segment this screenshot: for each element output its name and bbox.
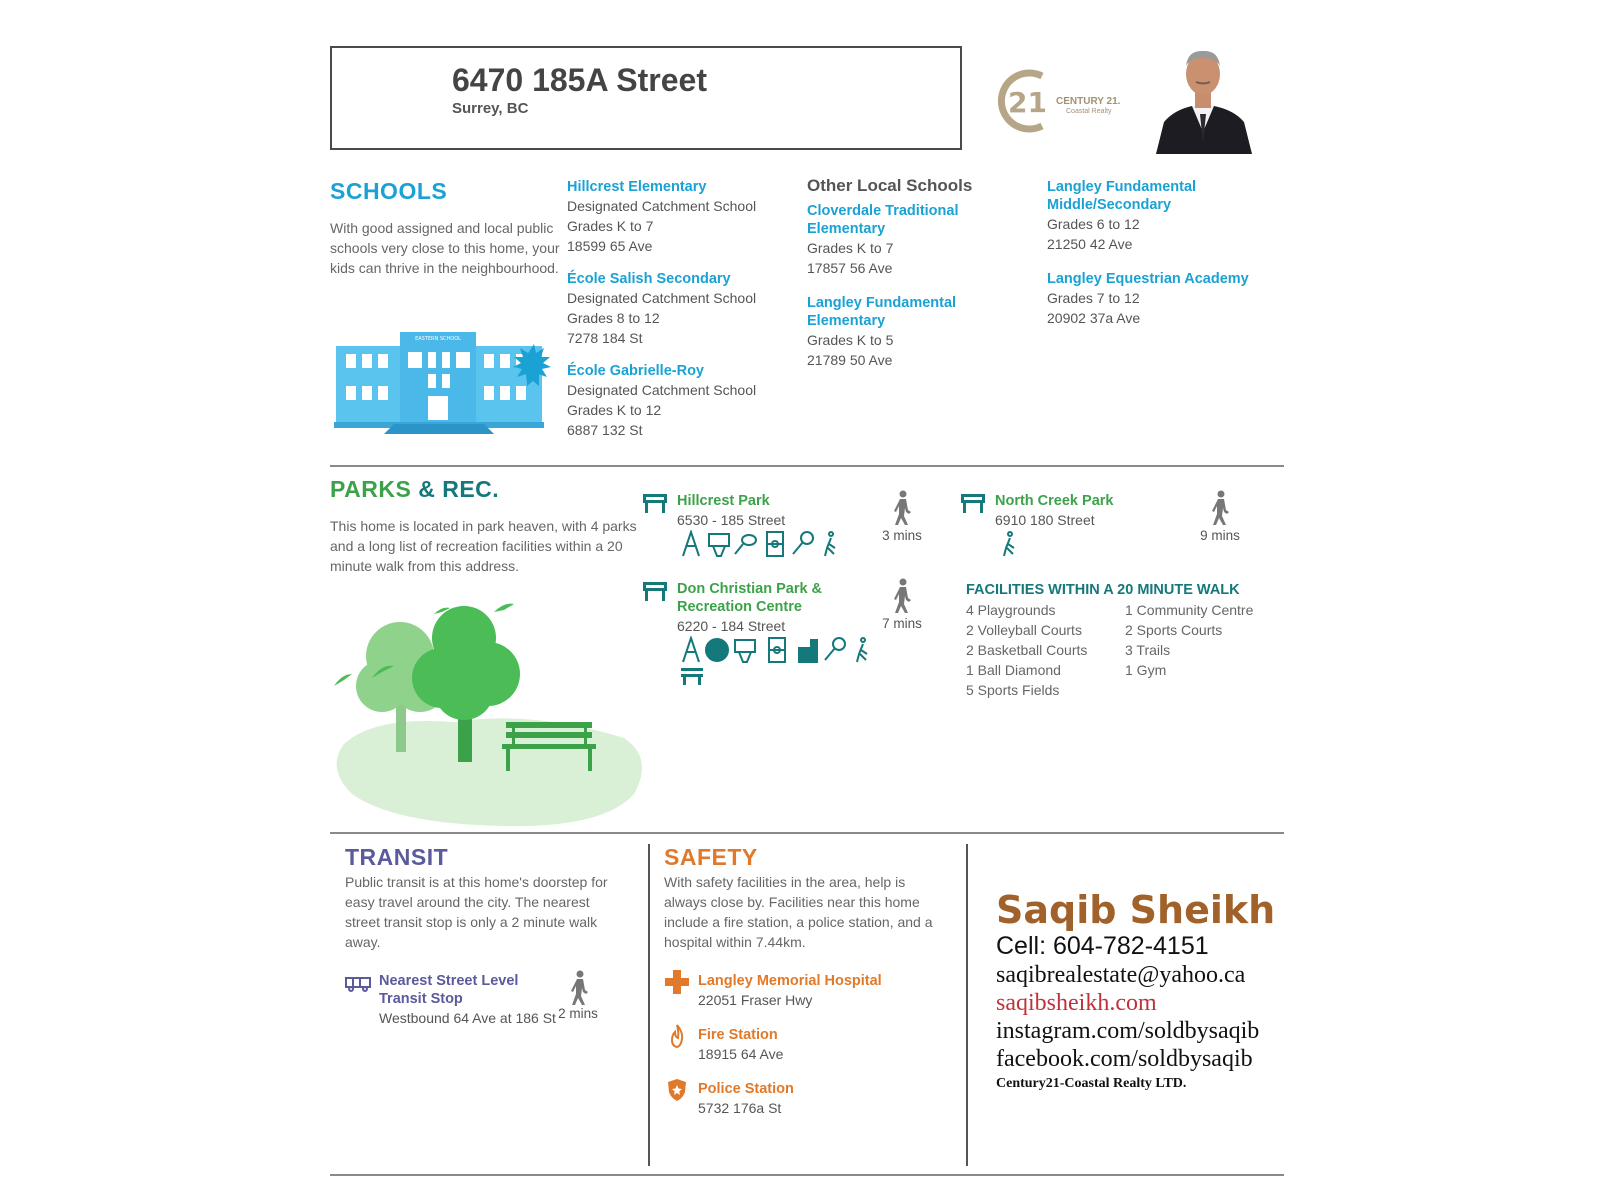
sports-field-icon [767,532,783,556]
divider-vertical-1 [648,844,650,1166]
school-item [567,270,797,348]
century21-seal-icon [992,66,1054,136]
catchment-schools [567,178,797,440]
racket-icon [825,638,845,660]
svg-text:EASTERN SCHOOL: EASTERN SCHOOL [415,336,461,342]
school-name[interactable]: École Gabrielle-Roy [567,363,704,379]
park-bench-icon [642,492,668,519]
facility-item: 2 Volleyball Courts [966,622,1082,638]
safety-item-address: 5732 176a St [698,1100,782,1116]
park-address: 6530 - 185 Street [677,512,786,528]
agent-company: Century21-Coastal Realty LTD. [996,1076,1187,1091]
divider-vertical-2 [966,844,968,1166]
property-street: 6470 185A Street [452,62,707,98]
school-grades: Grades K to 7 [567,218,654,234]
walk-icon [565,970,593,1011]
other-schools-title: Other Local Schools [807,176,973,195]
safety-item-police [698,1080,938,1118]
safety-item-name[interactable]: Police Station [698,1081,794,1097]
schools-title: SCHOOLS [330,178,448,204]
park-name[interactable]: Hillcrest Park [677,493,770,509]
facility-item: 5 Sports Fields [966,682,1060,698]
playground-icon [683,638,699,662]
runner-icon [857,638,867,662]
parks-title-a: PARKS [330,476,412,502]
schools-description: With good assigned and local public schools very close to this home, your kids can thrive in the neighbourhood. [330,220,560,276]
facility-item: 1 Gym [1125,662,1167,678]
police-badge-icon [667,1078,687,1107]
agent-instagram[interactable]: instagram.com/soldbysaqib [996,1018,1260,1044]
brand-name: CENTURY 21. [1056,96,1121,107]
park-item-north-creek [995,492,1195,530]
agent-photo [1152,44,1254,154]
school-name[interactable]: Langley Fundamental Middle/Secondary [1047,179,1197,213]
school-type: Designated Catchment School [567,198,757,214]
park-name[interactable]: Don Christian Park & Recreation Centre [677,581,823,615]
racket-icon [793,532,813,554]
other-schools-col2 [1047,178,1277,328]
facility-item: 1 Ball Diamond [966,662,1061,678]
divider-bottom [330,1174,1284,1176]
volleyball-icon [706,639,728,661]
park-bench-icon [642,580,668,607]
school-address: 7278 184 St [567,330,643,346]
school-name[interactable]: Cloverdale Traditional Elementary [807,203,959,237]
facility-item: 4 Playgrounds [966,602,1056,618]
walk-time: 2 mins [558,1006,598,1021]
school-building-illustration [334,326,559,436]
park-trees-icon [334,598,648,828]
safety-item-address: 22051 Fraser Hwy [698,992,813,1008]
agent-name: Saqib Sheikh [996,888,1276,932]
walk-icon [888,578,916,619]
school-grades: Grades 7 to 12 [1047,290,1140,306]
transit-title: TRANSIT [345,844,449,870]
facility-item: 3 Trails [1125,642,1171,658]
basketball-icon [735,640,755,662]
safety-item-hospital [698,972,938,1010]
runner-icon [1000,530,1020,563]
school-item [1047,270,1277,328]
park-name[interactable]: North Creek Park [995,493,1114,509]
school-name[interactable]: Hillcrest Elementary [567,179,707,195]
school-address: 6887 132 St [567,422,643,438]
park-item-hillcrest [677,492,877,530]
park-item-don-christian [677,580,867,636]
school-grades: Grades 8 to 12 [567,310,660,326]
school-type: Designated Catchment School [567,290,757,306]
agent-facebook[interactable]: facebook.com/soldbysaqib [996,1046,1253,1072]
school-grades: Grades K to 12 [567,402,662,418]
safety-description: With safety facilities in the area, help is always close by. Facilities near this home include a fire station, a police station, and a hospital within 7.44km. [664,874,933,950]
school-grades: Grades K to 7 [807,240,894,256]
walk-time: 7 mins [882,616,922,631]
school-name[interactable]: Langley Equestrian Academy [1047,271,1249,287]
school-address: 18599 65 Ave [567,238,653,254]
school-type: Designated Catchment School [567,382,757,398]
facilities-col2 [1125,600,1275,680]
parks-title-b: & REC. [411,476,500,502]
school-item [567,362,797,440]
park-illustration [334,598,648,828]
school-address: 21250 42 Ave [1047,236,1133,252]
school-address: 17857 56 Ave [807,260,893,276]
divider-schools [330,465,1284,467]
park-address: 6910 180 Street [995,512,1095,528]
park-bench-icon [960,492,986,519]
runner-icon [825,532,835,556]
park-amenities-hillcrest [679,530,849,563]
school-item [567,178,797,256]
bus-icon [345,976,371,997]
transit-description: Public transit is at this home's doorstep for easy travel around the city. The nearest street transit stop is only a 2 minute walk away. [345,874,608,950]
brand-subtitle: Coastal Realty [1066,108,1112,115]
school-grades: Grades K to 5 [807,332,894,348]
agent-email[interactable]: saqibrealestate@yahoo.ca [996,962,1246,988]
agent-website[interactable]: saqibsheikh.com [996,990,1157,1016]
safety-title: SAFETY [664,844,758,870]
parks-title [330,476,499,503]
safety-item-name[interactable]: Fire Station [698,1027,778,1043]
safety-item-name[interactable]: Langley Memorial Hospital [698,973,882,989]
transit-stop-address: Westbound 64 Ave at 186 St [379,1010,556,1026]
school-item [807,294,997,370]
park-address: 6220 - 184 Street [677,618,786,634]
facilities-title: FACILITIES WITHIN A 20 MINUTE WALK [966,582,1240,598]
fire-icon [669,1024,685,1053]
school-grades: Grades 6 to 12 [1047,216,1140,232]
school-name[interactable]: École Salish Secondary [567,271,731,287]
tennis-icon [735,535,756,554]
walk-icon [1206,490,1234,531]
divider-parks [330,832,1284,834]
agent-cell[interactable]: Cell: 604-782-4151 [996,932,1209,960]
century21-logo [992,66,1132,138]
other-schools-col1 [807,176,997,370]
sports-field-icon [769,638,785,662]
playground-icon [683,532,699,556]
school-address: 20902 37a Ave [1047,310,1141,326]
safety-item-fire [698,1026,938,1064]
school-name[interactable]: Langley Fundamental Elementary [807,295,957,329]
school-item [1047,178,1277,254]
basketball-icon [709,534,729,556]
walk-time: 3 mins [882,528,922,543]
facility-item: 2 Basketball Courts [966,642,1088,658]
bench-icon [681,668,703,685]
safety-item-address: 18915 64 Ave [698,1046,784,1062]
facility-item: 2 Sports Courts [1125,622,1223,638]
facilities-col1 [966,600,1116,700]
community-centre-icon [799,640,817,662]
svg-text:21: 21 [1008,86,1047,119]
school-item [807,202,997,278]
parks-description: This home is located in park heaven, with 4 parks and a long list of recreation facilities within a 20 minute walk from this address. [330,518,637,574]
park-amenities-don-christian [679,636,879,691]
school-building-icon [334,326,559,436]
walk-time: 9 mins [1200,528,1240,543]
school-address: 21789 50 Ave [807,352,893,368]
walk-icon [888,490,916,531]
property-city: Surrey, BC [452,100,529,117]
facility-item: 1 Community Centre [1125,602,1254,618]
hospital-cross-icon [665,970,689,999]
transit-stop [379,972,559,1028]
transit-stop-title[interactable]: Nearest Street Level Transit Stop [379,973,519,1007]
